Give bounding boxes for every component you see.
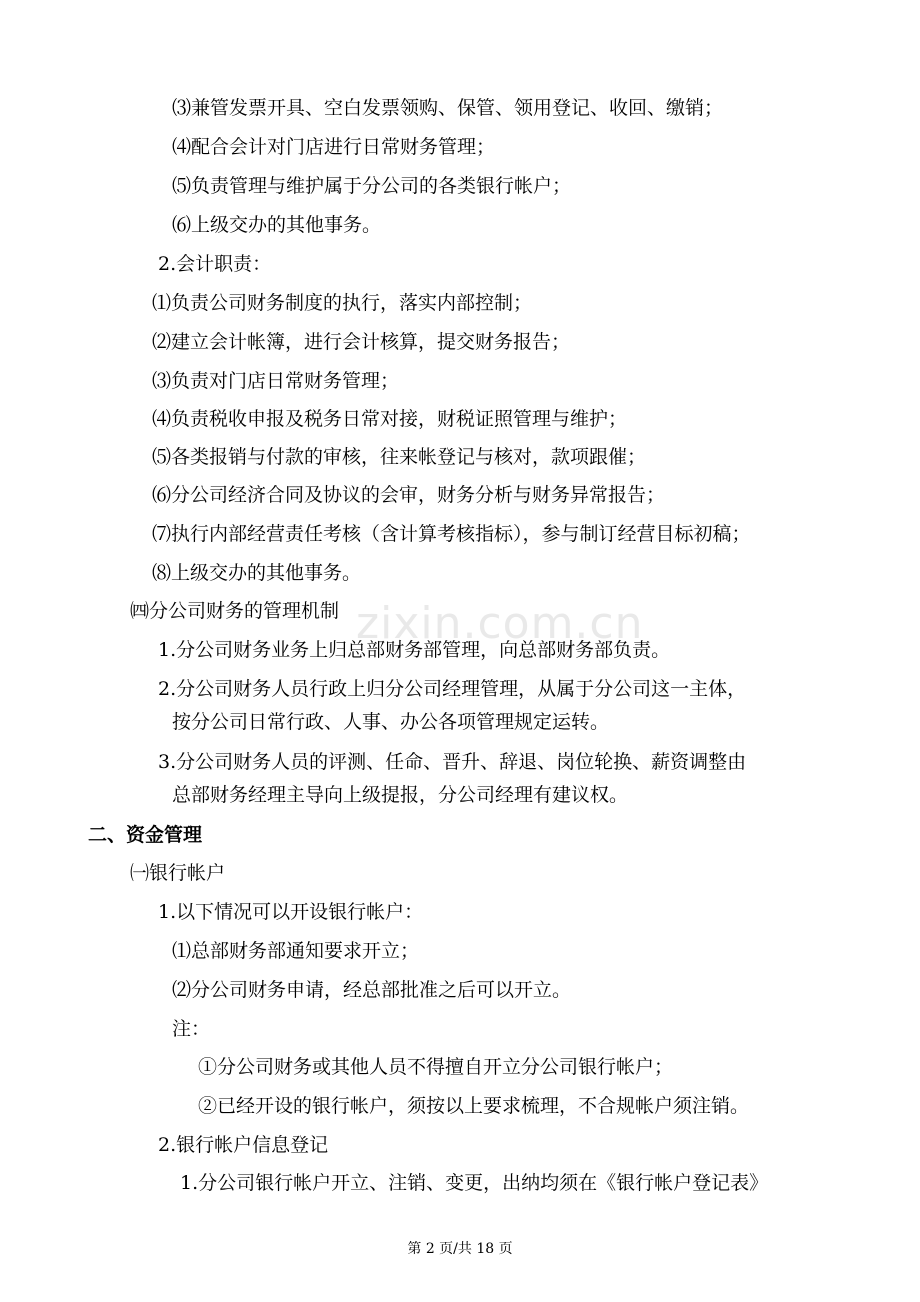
text-line: ⑺执行内部经营责任考核（含计算考核指标），参与制订经营目标初稿；	[152, 523, 751, 545]
text-line: ⑷配合会计对门店进行日常财务管理；	[172, 136, 496, 158]
text-line: 1.以下情况可以开设银行帐户：	[158, 901, 424, 923]
text-line: ⑹上级交办的其他事务。	[172, 214, 382, 236]
text-line: ⑶负责对门店日常财务管理；	[152, 370, 400, 392]
page-footer: 第 2 页/共 18 页	[407, 1241, 513, 1257]
text-line: 注：	[172, 1018, 211, 1040]
text-line: 总部财务经理主导向上级提报，分公司经理有建议权。	[172, 784, 629, 806]
watermark: zixin.com.cn	[356, 598, 644, 649]
text-line: 2.银行帐户信息登记	[158, 1134, 329, 1156]
text-line: ①分公司财务或其他人员不得擅自开立分公司银行帐户；	[198, 1056, 674, 1078]
text-line: 1.分公司财务业务上归总部财务部管理，向总部财务部负责。	[158, 639, 671, 661]
text-line: ⑻上级交办的其他事务。	[152, 562, 362, 584]
text-line: 2.会计职责：	[158, 253, 272, 275]
text-line: ②已经开设的银行帐户，须按以上要求梳理，不合规帐户须注销。	[198, 1095, 750, 1117]
text-line: ⑷负责税收申报及税务日常对接，财税证照管理与维护；	[152, 408, 628, 430]
text-line: 1.分公司银行帐户开立、注销、变更，出纳均须在《银行帐户登记表》	[180, 1172, 769, 1194]
section-subheading: ㈣分公司财务的管理机制	[130, 600, 340, 622]
text-line: 按分公司日常行政、人事、办公各项管理规定运转。	[172, 711, 610, 733]
text-line: ⑸各类报销与付款的审核，往来帐登记与核对，款项跟催；	[152, 446, 647, 468]
text-line: ⑸负责管理与维护属于分公司的各类银行帐户；	[172, 175, 572, 197]
text-line: ⑵建立会计帐簿，进行会计核算，提交财务报告；	[152, 331, 571, 353]
text-line: ⑵分公司财务申请，经总部批准之后可以开立。	[172, 979, 572, 1001]
text-line: ⑴负责公司财务制度的执行，落实内部控制；	[152, 292, 533, 314]
text-line: 3.分公司财务人员的评测、任命、晋升、辞退、岗位轮换、薪资调整由	[158, 751, 747, 773]
section-heading: 二、资金管理	[88, 824, 203, 846]
text-line: 2.分公司财务人员行政上归分公司经理管理，从属于分公司这一主体，	[158, 678, 747, 700]
text-line: ⑹分公司经济合同及协议的会审，财务分析与财务异常报告；	[152, 484, 666, 506]
text-line: ⑶兼管发票开具、空白发票领购、保管、领用登记、收回、缴销；	[172, 97, 724, 119]
text-line: ⑴总部财务部通知要求开立；	[172, 940, 420, 962]
section-subheading: ㈠银行帐户	[130, 862, 226, 884]
